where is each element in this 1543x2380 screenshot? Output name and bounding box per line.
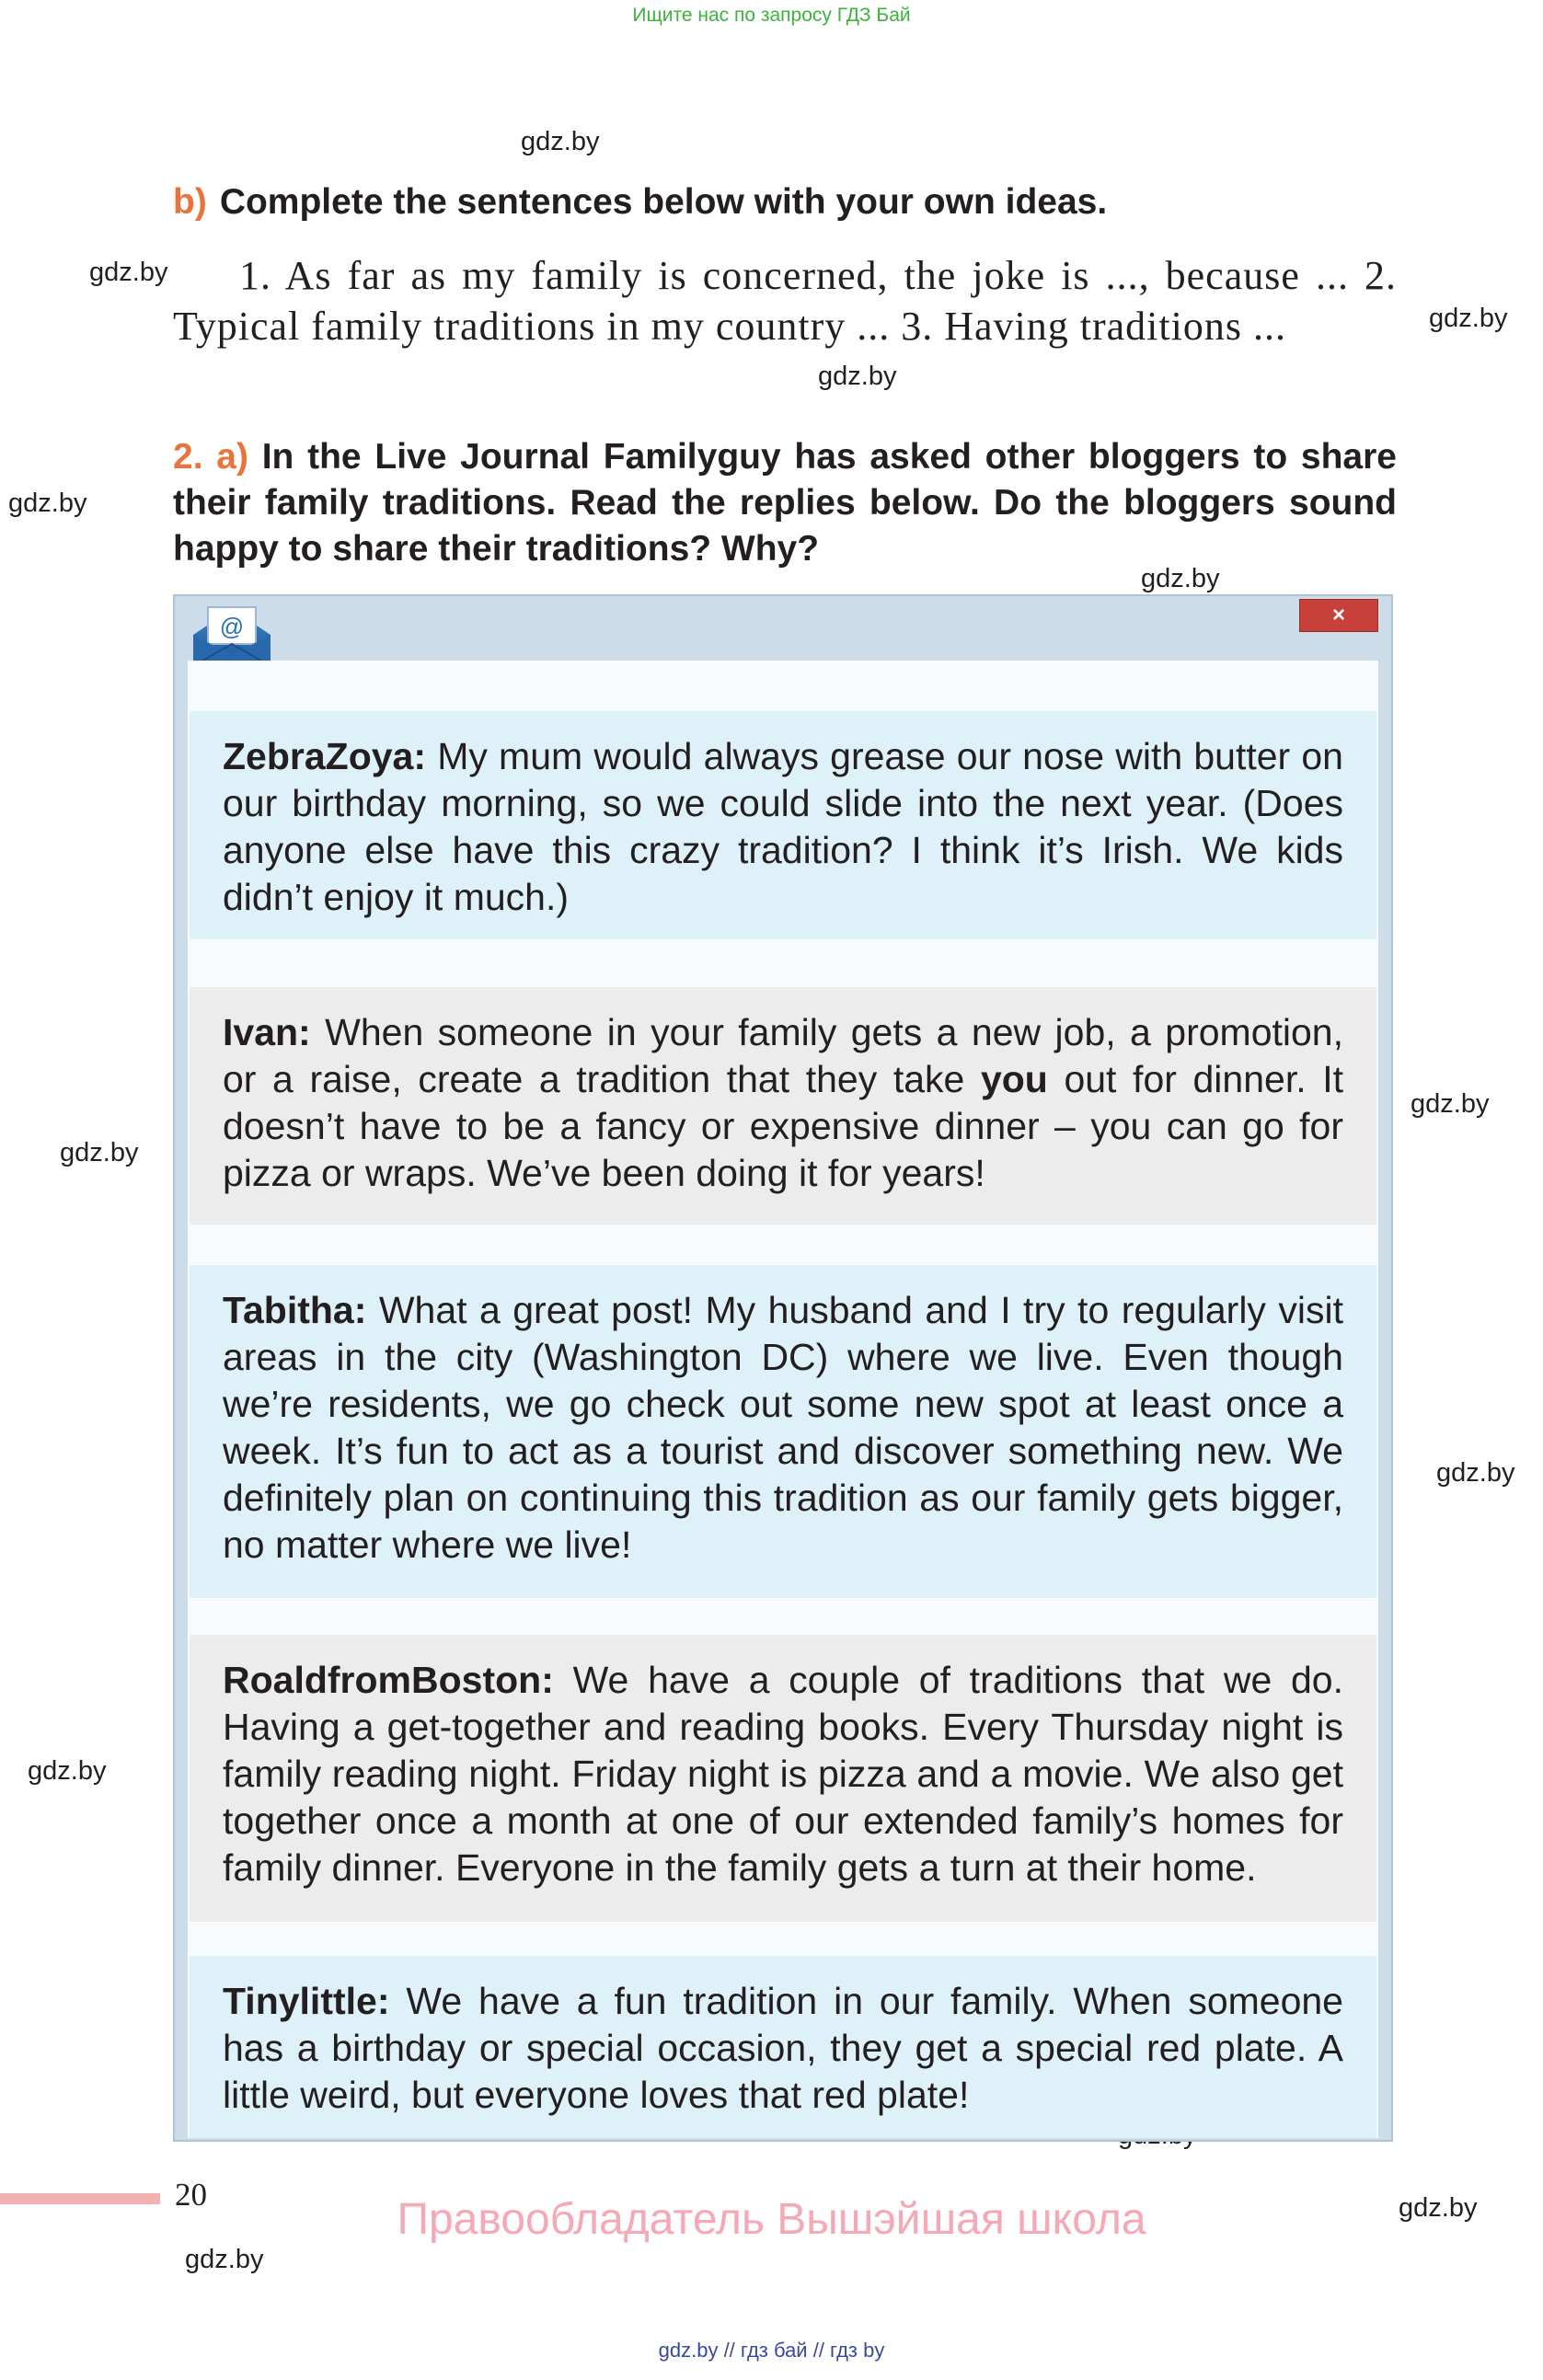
blog-post [190, 1265, 1376, 1598]
watermark: gdz.by [1411, 1089, 1490, 1119]
blog-post [190, 987, 1376, 1224]
watermark: gdz.by [521, 127, 600, 156]
task-2-number: 2. [173, 437, 203, 477]
sentences-paragraph [173, 250, 1397, 351]
post-author: Ivan: [223, 1011, 311, 1053]
task-2-instruction [173, 434, 1397, 572]
post-text: My mum would always grease our nose with butter on our birthday morning, so we could slide into the next year. (Does anyone else have this crazy tradition? I think it’s Irish. We kids didn’t enjoy it much.) [223, 735, 1343, 918]
post-emphasis: you [980, 1058, 1048, 1100]
blog-post [190, 1635, 1376, 1922]
watermark: gdz.by [1436, 1458, 1515, 1488]
top-banner: Ищите нас по запросу ГДЗ Бай [632, 5, 911, 26]
blog-post [190, 1956, 1376, 2138]
watermark: gdz.by [1399, 2193, 1478, 2223]
task-b-instruction [173, 182, 1107, 223]
watermark: gdz.by [28, 1756, 107, 1786]
post-text: When someone in your family gets a new job, a promotion, or a raise, create a tradition that they take [223, 1011, 1343, 1100]
post-text: out for dinner. It doesn’t have to be a fancy or expensive dinner – you can go for pizza or wraps. We’ve been doing it for years! [223, 1058, 1343, 1194]
watermark: gdz.by [1141, 564, 1220, 593]
post-text: We have a fun tradition in our family. When someone has a birthday or special occasion, they get a special red plate. A little weird, but everyone loves that red plate! [223, 1980, 1343, 2116]
rights-holder: Правообладатель Вышэйшая школа [397, 2195, 1146, 2244]
watermark: gdz.by [818, 362, 897, 391]
task-2-label: a) [216, 437, 248, 477]
watermark: gdz.by [185, 2245, 264, 2274]
blog-window [173, 594, 1393, 2142]
footer-links: gdz.by // гдз бай // гдз by [658, 2339, 885, 2362]
post-author: RoaldfromBoston: [223, 1659, 554, 1701]
svg-text:@: @ [219, 613, 245, 640]
post-author: Tinylittle: [223, 1980, 390, 2022]
blog-post [190, 711, 1376, 939]
page-number: 20 [175, 2177, 207, 2213]
envelope-at-icon [186, 602, 278, 670]
task-b-text: Complete the sentences below with your own ideas. [219, 182, 1108, 222]
watermark: gdz.by [60, 1138, 139, 1167]
post-text: We have a couple of traditions that we do. Having a get-together and reading books. Every Thursday night is family reading night. Friday night is pizza and a movie. We also get together once a month at one of our extended family’s homes for family dinner. Everyone in the family gets a turn at their home. [223, 1659, 1343, 1889]
post-author: Tabitha: [223, 1289, 367, 1331]
post-text: What a great post! My husband and I try to regularly visit areas in the city (Washington DC) where we live. Even though we’re residents, we go check out some new spot at least once a week. It’s fun to act as a tourist and discover something new. We definitely plan on continuing this tradition as our family gets bigger, no matter where we live! [223, 1289, 1343, 1566]
watermark: gdz.by [89, 258, 168, 287]
watermark: gdz.by [8, 489, 87, 518]
watermark: gdz.by [1429, 304, 1508, 333]
task-2-text: In the Live Journal Familyguy has asked other bloggers to share their family traditions. Read the replies below. Do the bloggers sound happy to share their traditions? Why? [173, 437, 1397, 569]
post-author: ZebraZoya: [223, 735, 426, 777]
sentences-text: 1. As far as my family is concerned, the joke is ..., because ... 2. Typical family traditions in my country ... 3. Having traditions ... [173, 253, 1397, 349]
close-button[interactable]: × [1299, 599, 1378, 632]
task-b-label: b) [173, 182, 207, 222]
